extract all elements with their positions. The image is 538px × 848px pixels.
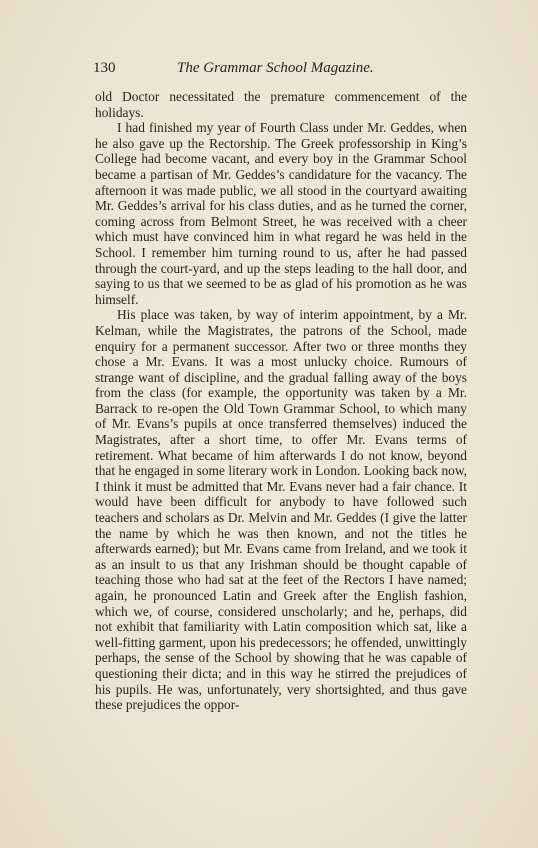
body-text	[95, 89, 467, 713]
paragraph-mr-evans: His place was taken, by way of interim appointment, by a Mr. Kelman, while the Magistrates, the patrons of the School, made enquiry for a permanent successor. After two or three months they chose a Mr. Evans. It was a most unlucky choice. Rumours of strange want of discipline, and the gradual falling away of the boys from the class (for example, the opportunity was taken by a Mr. Barrack to re-open the Old Town Grammar School, to which many of Mr. Evans’s pupils at once transferred themselves) induced the Magistrates, after a short time, to offer Mr. Evans terms of retirement. What became of him afterwards I do not know, beyond that he engaged in some literary work in London. Looking back now, I think it must be admitted that Mr. Evans never had a fair chance. It would have been difficult for anybody to have followed such teachers and scholars as Dr. Melvin and Mr. Geddes (I give the latter the name by which he was then known, and not the titles he afterwards earned); but Mr. Evans came from Ireland, and we took it as an insult to us that any Irishman should be thought capable of teaching those who had sat at the feet of the Rectors I have named; again, he pronounced Latin and Greek after the English fashion, which we, of course, considered unscholarly; and he, perhaps, did not exhibit that familiarity with Latin composition which sat, like a well-fitting garment, upon his predecessors; he offended, unwittingly perhaps, the sense of the School by showing that he was capable of questioning their dicta; and in this way he stirred the prejudices of his pupils. He was, unfortunately, very shortsighted, and thus gave these prejudices the oppor-	[95, 307, 467, 713]
paragraph-geddes-rectorship: I had finished my year of Fourth Class under Mr. Geddes, when he also gave up the Rectorship. The Greek professorship in King’s College had become vacant, and every boy in the Grammar School became a partisan of Mr. Geddes’s candidature for the vacancy. The afternoon it was made public, we all stood in the courtyard awaiting Mr. Geddes’s arrival for his class duties, and as he turned the corner, coming across from Belmont Street, he was received with a cheer which must have convinced him in what regard he was held in the School. I remember him turning round to us, after he had passed through the court-yard, and up the steps leading to the hall door, and saying to us that we seemed to be as glad of his promotion as he was himself.	[95, 120, 467, 307]
paragraph-continuation: old Doctor necessitated the premature commencement of the holidays.	[95, 89, 467, 120]
page-number: 130	[93, 60, 116, 76]
running-title: The Grammar School Magazine.	[177, 60, 374, 76]
running-header	[93, 60, 467, 80]
